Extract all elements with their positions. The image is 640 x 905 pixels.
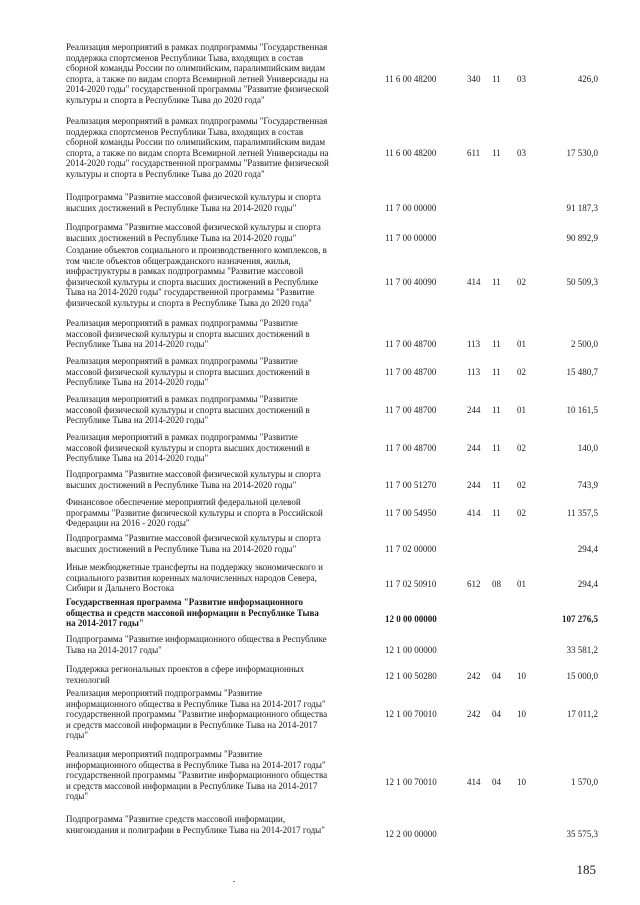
subsection: 10 — [517, 776, 526, 787]
row-name: Создание объектов социального и производственного комплексов, в том числе объектов общегражданского назначения, жилья, инфраструктуры в рамках подпрограммы "Развитие массовой физической культуры и спорта высших достижений в Республике Тыва на 2014-2020 годы" государственной программы "Развитие физической культуры и спорта в Республике Тыва до 2020 года" — [66, 245, 327, 308]
expense-type: 242 — [467, 671, 481, 682]
budget-code: 11 7 00 48700 — [385, 339, 437, 350]
section: 08 — [492, 578, 501, 589]
table-row — [0, 533, 640, 554]
table-row — [0, 469, 640, 490]
table-row — [0, 394, 640, 426]
amount: 426,0 — [577, 73, 598, 84]
row-name: Государственная программа "Развитие информационного общества и средств массовой информации в Республике Тыва на 2014-2017 годы" — [66, 597, 319, 629]
table-row — [0, 432, 640, 464]
section: 04 — [492, 709, 501, 720]
row-name: Подпрограмма "Развитие массовой физической культуры и спорта высших достижений в Республике Тыва на 2014-2020 годы" — [66, 469, 321, 490]
table-row — [0, 192, 640, 213]
budget-code: 11 7 02 00000 — [385, 543, 437, 554]
amount: 33 581,2 — [566, 644, 598, 655]
budget-code: 11 7 00 00000 — [385, 202, 437, 213]
amount: 15 000,0 — [566, 671, 598, 682]
amount: 35 575,3 — [566, 828, 598, 839]
table-row — [0, 597, 640, 629]
subsection: 01 — [517, 404, 526, 415]
amount: 15 480,7 — [566, 366, 598, 377]
expense-type: 244 — [467, 479, 481, 490]
budget-code: 11 7 00 48700 — [385, 404, 437, 415]
row-name: Подпрограмма "Развитие средств массовой информации, книгоиздания и полиграфии в Республике Тыва на 2014-2017 годы" — [66, 814, 325, 835]
table-row — [0, 688, 640, 741]
amount: 107 276,5 — [562, 613, 598, 624]
budget-code: 11 6 00 48200 — [385, 147, 437, 158]
budget-code: 12 2 00 00000 — [385, 828, 437, 839]
budget-code: 11 7 02 50910 — [385, 578, 437, 589]
expense-type: 113 — [467, 366, 481, 377]
expense-type: 244 — [467, 442, 481, 453]
table-row — [0, 749, 640, 802]
budget-code: 12 1 00 70010 — [385, 709, 437, 720]
subsection: 02 — [517, 479, 526, 490]
amount: 91 187,3 — [566, 202, 598, 213]
table-row — [0, 116, 640, 180]
amount: 10 161,5 — [566, 404, 598, 415]
budget-code: 11 7 00 40090 — [385, 276, 437, 287]
row-name: Подпрограмма "Развитие информационного общества в Республике Тыва на 2014-2017 годы" — [66, 634, 327, 655]
section: 11 — [492, 442, 501, 453]
row-name: Подпрограмма "Развитие массовой физической культуры и спорта высших достижений в Республике Тыва на 2014-2020 годы" — [66, 192, 321, 213]
subsection: 02 — [517, 366, 526, 377]
amount: 90 892,9 — [566, 232, 598, 243]
section: 04 — [492, 671, 501, 682]
subsection: 02 — [517, 276, 526, 287]
row-name: Поддержка региональных проектов в сфере информационных технологий — [66, 664, 305, 685]
row-name: Подпрограмма "Развитие массовой физической культуры и спорта высших достижений в Республике Тыва на 2014-2020 годы" — [66, 533, 321, 554]
subsection: 01 — [517, 578, 526, 589]
budget-code: 11 7 00 48700 — [385, 442, 437, 453]
row-name: Иные межбюджетные трансферты на поддержку экономического и социального развития коренных малочисленных народов Севера, Сибири и Дальнего Востока — [66, 562, 323, 594]
table-row — [0, 814, 640, 839]
row-name: Финансовое обеспечение мероприятий федеральной целевой программы "Развитие физической культуры и спорта в Российской Федерации на 2016 - 2020 годы" — [66, 497, 323, 529]
budget-code: 11 6 00 48200 — [385, 73, 437, 84]
section: 11 — [492, 276, 501, 287]
subsection: 03 — [517, 73, 526, 84]
budget-code: 12 1 00 50280 — [385, 671, 437, 682]
table-row — [0, 664, 640, 685]
section: 11 — [492, 73, 501, 84]
subsection: 03 — [517, 147, 526, 158]
table-row — [0, 634, 640, 655]
scan-speck — [233, 881, 235, 882]
row-name: Реализация мероприятий в рамках подпрограммы "Государственная поддержка спортсменов Республики Тыва, входящих в состав сборной команды России по олимпийским, паралимпийским видам спорта, а также по видам спорта Всемирной летней Универсиады на 2014-2020 годы" государственной программы "Развитие физической культуры и спорта в Республике Тыва до 2020 года" — [66, 42, 329, 105]
budget-code: 11 7 00 51270 — [385, 479, 437, 490]
section: 11 — [492, 366, 501, 377]
subsection: 02 — [517, 442, 526, 453]
table-row — [0, 42, 640, 106]
row-name: Подпрограмма "Развитие массовой физической культуры и спорта высших достижений в Республике Тыва на 2014-2020 годы" — [66, 222, 321, 243]
subsection: 10 — [517, 671, 526, 682]
row-name: Реализация мероприятий в рамках подпрограммы "Развитие массовой физической культуры и спорта высших достижений в Республике Тыва на 2014-2020 годы" — [66, 394, 310, 426]
budget-code: 12 1 00 70010 — [385, 776, 437, 787]
row-name: Реализация мероприятий в рамках подпрограммы "Развитие массовой физической культуры и спорта высших достижений в Республике Тыва на 2014-2020 годы" — [66, 318, 310, 350]
budget-code: 11 7 00 54950 — [385, 507, 437, 518]
section: 11 — [492, 404, 501, 415]
budget-code: 12 1 00 00000 — [385, 644, 437, 655]
amount: 17 530,0 — [566, 147, 598, 158]
table-row — [0, 318, 640, 350]
amount: 1 570,0 — [571, 776, 598, 787]
amount: 294,4 — [577, 543, 598, 554]
budget-code: 11 7 00 00000 — [385, 232, 437, 243]
row-name: Реализация мероприятий в рамках подпрограммы "Государственная поддержка спортсменов Республики Тыва, входящих в состав сборной команды России по олимпийским, паралимпийским видам спорта, а также по видам спорта Всемирной летней Универсиады на 2014-2020 годы" государственной программы "Развитие физической культуры и спорта в Республике Тыва до 2020 года" — [66, 116, 329, 179]
table-row — [0, 356, 640, 388]
row-name: Реализация мероприятий в рамках подпрограммы "Развитие массовой физической культуры и спорта высших достижений в Республике Тыва на 2014-2020 годы" — [66, 356, 310, 388]
amount: 743,9 — [577, 479, 598, 490]
amount: 140,0 — [577, 442, 598, 453]
amount: 2 500,0 — [571, 339, 598, 350]
section: 04 — [492, 776, 501, 787]
row-name: Реализация мероприятий в рамках подпрограммы "Развитие массовой физической культуры и спорта высших достижений в Республике Тыва на 2014-2020 годы" — [66, 432, 310, 464]
subsection: 02 — [517, 507, 526, 518]
amount: 294,4 — [577, 578, 598, 589]
page-number: 185 — [576, 862, 596, 877]
subsection: 10 — [517, 709, 526, 720]
expense-type: 242 — [467, 709, 481, 720]
table-row — [0, 222, 640, 243]
expense-type: 340 — [467, 73, 481, 84]
expense-type: 414 — [467, 507, 481, 518]
expense-type: 244 — [467, 404, 481, 415]
amount: 17 011,2 — [566, 709, 598, 720]
section: 11 — [492, 507, 501, 518]
expense-type: 612 — [467, 578, 481, 589]
row-name: Реализация мероприятий подпрограммы "Развитие информационного общества в Республике Тыва на 2014-2017 годы" государственной программы "Развитие информационного общества и средств массовой информации в Республике Тыва на 2014-2017 годы" — [66, 688, 328, 741]
section: 11 — [492, 147, 501, 158]
subsection: 01 — [517, 339, 526, 350]
expense-type: 113 — [467, 339, 481, 350]
table-row — [0, 245, 640, 309]
expense-type: 414 — [467, 276, 481, 287]
section: 11 — [492, 479, 501, 490]
amount: 50 509,3 — [566, 276, 598, 287]
expense-type: 611 — [467, 147, 481, 158]
amount: 11 357,5 — [566, 507, 598, 518]
budget-code: 12 0 00 00000 — [385, 613, 437, 624]
budget-code: 11 7 00 48700 — [385, 366, 437, 377]
expense-type: 414 — [467, 776, 481, 787]
table-row — [0, 562, 640, 594]
row-name: Реализация мероприятий подпрограммы "Развитие информационного общества в Республике Тыва на 2014-2017 годы" государственной программы "Развитие информационного общества и средств массовой информации в Республике Тыва на 2014-2017 годы" — [66, 749, 328, 802]
section: 11 — [492, 339, 501, 350]
table-row — [0, 497, 640, 529]
